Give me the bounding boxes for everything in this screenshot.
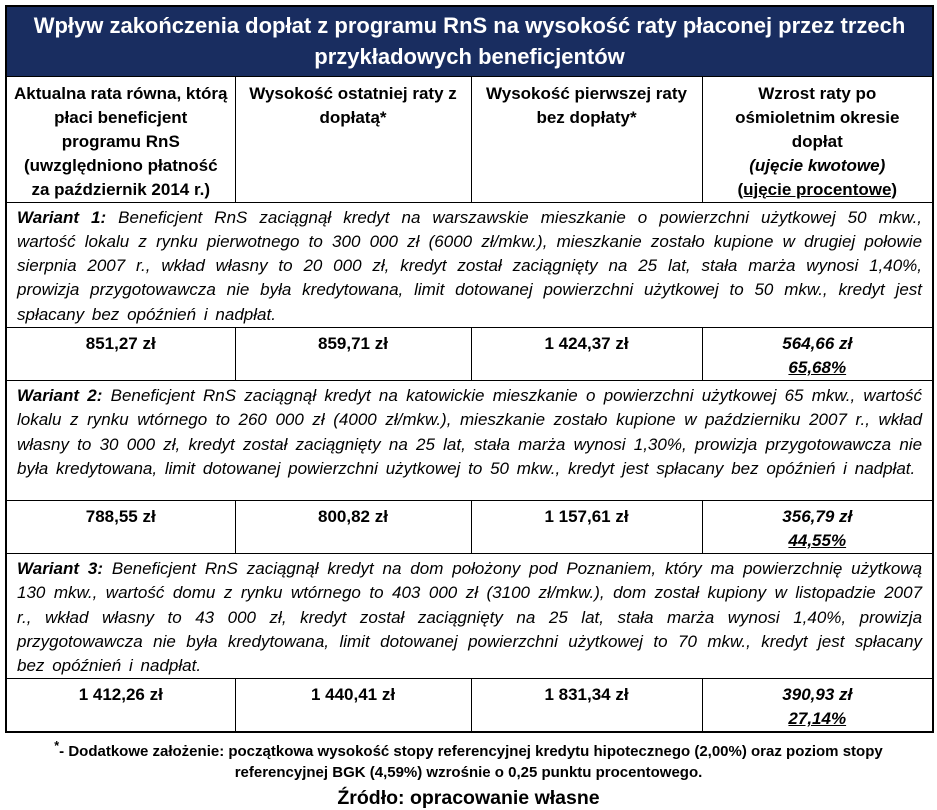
header-first-rate-without-subsidy: Wysokość pierwszej raty bez dopłaty* <box>471 76 702 202</box>
variant-1-first-rate-without-subsidy: 1 424,37 zł <box>471 327 702 380</box>
variant-1-current-rate: 851,27 zł <box>6 327 235 380</box>
variant-3-rate-increase <box>702 679 933 733</box>
header-rate-increase-percent-note: (ujęcie procentowe) <box>737 179 898 199</box>
variant-1-label: Wariant 1: <box>17 207 107 227</box>
variant-2-rate-increase <box>702 500 933 553</box>
footnote-asterisk: * <box>54 739 60 754</box>
footnote <box>5 736 932 783</box>
variant-1-description-text: Beneficjent RnS zaciągnął kredyt na warszawskie mieszkanie o powierzchni użytkowej 50 mkw., wartość lokalu z rynku pierwotnego to 300 000 zł (6000 zł/mkw.), mieszkanie zostało kupione w drugiej połowie sierpnia 2007 r., wkład własny to 20 000 zł, kredyt został zaciągnięty na 25 lat, stała marża wynosi 1,40%, prowizja przygotowawcza nie była kredytowana, limit dotowanej powierzchni użytkowej to 50 mkw., kredyt jest spłacany bez opóźnień i nadpłat. <box>17 207 923 324</box>
variant-2-first-rate-without-subsidy: 1 157,61 zł <box>471 500 702 553</box>
header-rate-increase-main: Wzrost raty po ośmioletnim okresie dopłat <box>735 83 900 151</box>
header-current-rate: Aktualna rata równa, którą płaci beneficjent programu RnS (uwzględniono płatność za październik 2014 r.) <box>6 76 235 202</box>
header-last-rate-with-subsidy: Wysokość ostatniej raty z dopłatą* <box>235 76 471 202</box>
variant-1-increase-amount: 564,66 zł <box>782 333 853 353</box>
rns-impact-table <box>5 5 934 733</box>
variant-2-label: Wariant 2: <box>17 385 103 405</box>
variant-2-description <box>6 380 933 500</box>
variant-3-values-row <box>6 679 933 733</box>
source-line: Źródło: opracowanie własne <box>337 787 600 810</box>
variant-2-description-text: Beneficjent RnS zaciągnął kredyt na katowickie mieszkanie o powierzchni użytkowej 65 mkw., wartość lokalu z rynku wtórnego to 260 000 zł (4000 zł/mkw.), mieszkanie zostało kupione w październiku 2007 r., wkład własny to 30 000 zł, kredyt został zaciągnięty na 25 lat, stała marża wynosi 1,30%, prowizja przygotowawcza nie była kredytowana, limit dotowanej powierzchni użytkowej to 50 mkw., kredyt jest spłacany bez opóźnień i nadpłat. <box>17 385 923 478</box>
header-rate-increase-amount-note: (ujęcie kwotowe) <box>749 155 886 175</box>
variant-1-rate-increase <box>702 327 933 380</box>
header-rate-increase <box>702 76 933 202</box>
variant-3-description-row <box>6 553 933 678</box>
table-title: Wpływ zakończenia dopłat z programu RnS na wysokość raty płaconej przez trzech przykładowych beneficjentów <box>6 6 933 76</box>
variant-3-label: Wariant 3: <box>17 558 103 578</box>
variant-3-last-rate-with-subsidy: 1 440,41 zł <box>235 679 471 733</box>
variant-2-values-row <box>6 500 933 553</box>
variant-2-increase-percent: 44,55% <box>788 530 847 550</box>
variant-3-description <box>6 553 933 678</box>
variant-1-values-row <box>6 327 933 380</box>
table-title-row <box>6 6 933 76</box>
variant-2-last-rate-with-subsidy: 800,82 zł <box>235 500 471 553</box>
variant-1-description-row <box>6 202 933 327</box>
variant-1-last-rate-with-subsidy: 859,71 zł <box>235 327 471 380</box>
footnote-text: - Dodatkowe założenie: początkowa wysokość stopy referencyjnej kredytu hipotecznego (2,00%) oraz poziom stopy referencyjnej BGK (4,59%) wzrośnie o 0,25 punktu procentowego. <box>59 743 883 782</box>
variant-3-increase-amount: 390,93 zł <box>782 685 853 705</box>
variant-3-description-text: Beneficjent RnS zaciągnął kredyt na dom położony pod Poznaniem, który ma powierzchnię użytkową 130 mkw., wartość domu z rynku wtórnego to 403 000 zł (3100 zł/mkw.), dom został kupiony w listopadzie 2007 r., wkład własny to 43 000 zł, kredyt został zaciągnięty na 25 lat, stała marża wynosi 1,40%, prowizja przygotowawcza nie była kredytowana, limit dotowanej powierzchni użytkowej to 70 mkw., kredyt jest spłacany bez opóźnień i nadpłat. <box>17 558 923 676</box>
table-header-row <box>6 76 933 202</box>
variant-3-increase-percent: 27,14% <box>788 709 847 729</box>
variant-2-current-rate: 788,55 zł <box>6 500 235 553</box>
variant-3-current-rate: 1 412,26 zł <box>6 679 235 733</box>
variant-2-description-row <box>6 380 933 500</box>
variant-1-increase-percent: 65,68% <box>788 357 847 377</box>
variant-3-first-rate-without-subsidy: 1 831,34 zł <box>471 679 702 733</box>
variant-1-description <box>6 202 933 327</box>
variant-2-increase-amount: 356,79 zł <box>782 506 853 526</box>
